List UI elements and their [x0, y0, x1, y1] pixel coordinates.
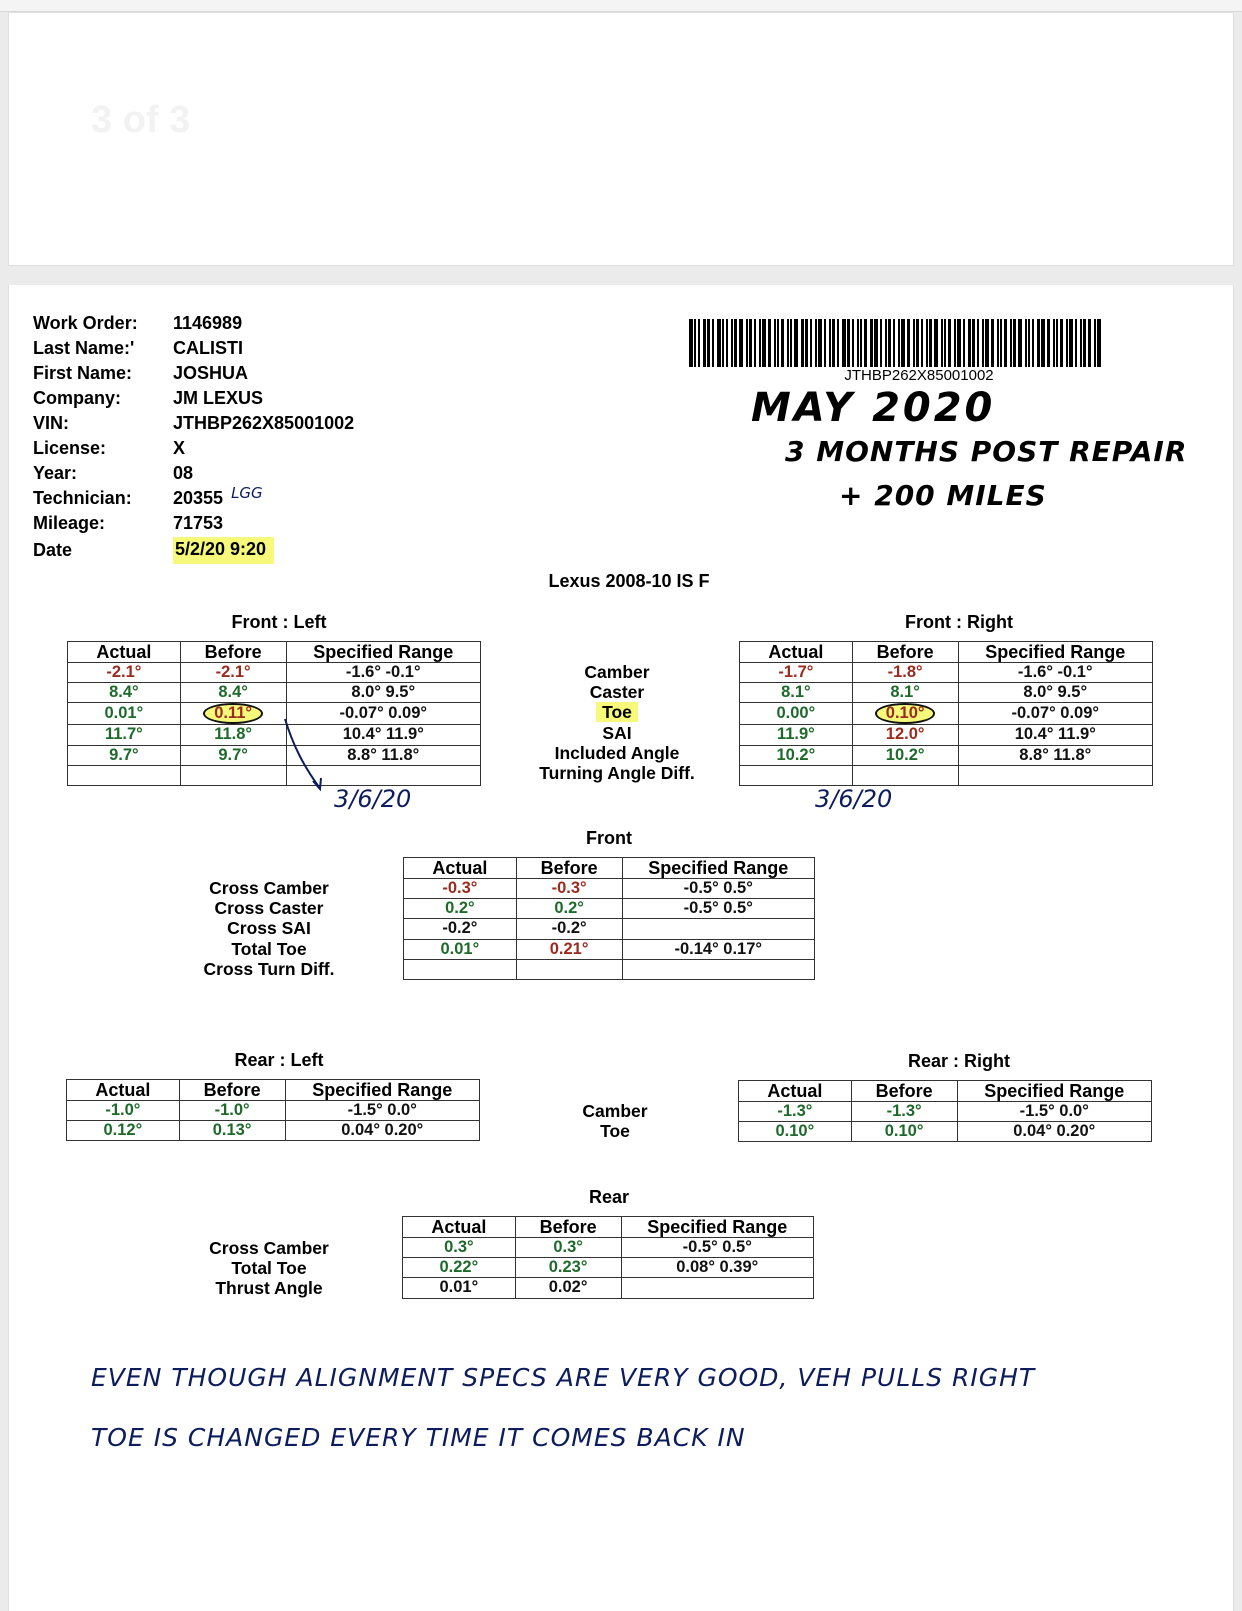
barcode-text: JTHBP262X85001002	[844, 367, 994, 384]
toe-label-highlight: Toe	[596, 702, 638, 722]
barcode-bar	[926, 319, 928, 367]
table-row	[740, 765, 1153, 785]
table-row	[404, 959, 815, 979]
barcode-bar	[717, 319, 721, 367]
barcode-bar	[722, 319, 724, 367]
table-row: -2.1° -2.1° -1.6° -0.1°	[68, 663, 481, 683]
barcode-bar	[712, 319, 714, 367]
barcode-bar	[731, 319, 733, 367]
barcode-bar	[1000, 319, 1002, 367]
date-highlight: 5/2/20 9:20	[173, 537, 274, 564]
barcode-bar	[790, 319, 792, 367]
barcode-bar	[916, 319, 919, 367]
table-row	[68, 765, 481, 785]
handwritten-month: MAY 2020	[751, 385, 996, 431]
barcode-bar	[1010, 319, 1012, 367]
barcode-bar	[982, 319, 984, 367]
circled-before-toe: 0.11°	[203, 703, 263, 724]
rear-cross-title: Rear	[588, 1187, 630, 1207]
barcode-bar	[1075, 319, 1077, 367]
barcode-bar	[857, 319, 859, 367]
info-row: VIN: JTHBP262X85001002	[33, 413, 355, 433]
info-row: Company: JM LEXUS	[33, 388, 264, 408]
front-right-title: Front : Right	[905, 612, 1013, 632]
barcode-bar	[1097, 319, 1101, 367]
barcode-bar	[749, 319, 752, 367]
barcode-bar	[977, 319, 979, 367]
barcode-bar	[885, 319, 887, 367]
barcode-bar	[888, 319, 891, 367]
vin-barcode	[689, 319, 1149, 367]
front-left-title: Front : Left	[231, 612, 327, 632]
barcode-bar	[1056, 319, 1058, 367]
barcode-bar	[1083, 319, 1086, 367]
table-row: 10.2° 10.2° 8.8° 11.8°	[740, 745, 1153, 765]
barcode-bar	[1041, 319, 1045, 367]
barcode-bar	[703, 319, 706, 367]
table-row: 0.01° 0.11° -0.07° 0.09°	[68, 703, 481, 725]
vehicle-title: Lexus 2008-10 IS F	[548, 571, 710, 591]
table-row: -1.7° -1.8° -1.6° -0.1°	[740, 663, 1153, 683]
barcode-bar	[1066, 319, 1068, 367]
handwritten-post-repair: 3 MONTHS POST REPAIR	[785, 435, 1188, 468]
table-header: Actual Before Specified Range	[403, 1217, 814, 1238]
barcode-bar	[1047, 319, 1050, 367]
info-row: Technician: 20355 LGG	[33, 483, 263, 508]
table-row: 0.12° 0.13° 0.04° 0.20°	[67, 1121, 480, 1141]
barcode-bar	[968, 319, 971, 367]
barcode-bar	[893, 319, 895, 367]
barcode-bar	[829, 319, 831, 367]
table-row: 0.01° 0.21° -0.14° 0.17°	[404, 939, 815, 959]
info-row: Last Name:' CALISTI	[33, 338, 243, 358]
barcode-bar	[929, 319, 932, 367]
barcode-bar	[694, 319, 696, 367]
table-row: 8.1° 8.1° 8.0° 9.5°	[740, 683, 1153, 703]
barcode-bar	[847, 319, 850, 367]
rear-cross-table	[402, 1216, 814, 1299]
barcode-bar	[1032, 319, 1034, 367]
handwritten-date-right: 3/6/20	[815, 785, 893, 813]
barcode-bar	[907, 319, 910, 367]
rear-right-table	[738, 1080, 1152, 1142]
barcode-bar	[1025, 319, 1027, 367]
barcode-bar	[957, 319, 961, 367]
barcode-bar	[1080, 319, 1082, 367]
info-row: Work Order: 1146989	[33, 313, 243, 333]
table-header: Actual Before Specified Range	[404, 858, 815, 879]
barcode-bar	[746, 319, 748, 367]
barcode-bar	[954, 319, 956, 367]
barcode-bar	[734, 319, 737, 367]
barcode-bar	[794, 319, 798, 367]
barcode-bar	[1094, 319, 1096, 367]
info-row: First Name: JOSHUA	[33, 363, 249, 383]
table-row: 0.3° 0.3° -0.5° 0.5°	[403, 1238, 814, 1258]
page-number-label: 3 of 3	[91, 99, 191, 141]
barcode-bar	[818, 319, 822, 367]
barcode-bar	[997, 319, 999, 367]
info-row: License: X	[33, 438, 186, 458]
barcode-bar	[880, 319, 882, 367]
table-header: Actual Before Specified Range	[68, 642, 481, 663]
barcode-bar	[963, 319, 965, 367]
barcode-bar	[860, 319, 862, 367]
barcode-bar	[726, 319, 728, 367]
barcode-bar	[1004, 319, 1007, 367]
barcode-bar	[1028, 319, 1030, 367]
handwritten-note-1: EVEN THOUGH ALIGNMENT SPECS ARE VERY GOOD, VEH PULLS RIGHT	[91, 1363, 1036, 1392]
rear-left-title: Rear : Left	[234, 1050, 324, 1070]
barcode-bar	[707, 319, 710, 367]
barcode-bar	[948, 319, 951, 367]
front-cross-table	[403, 857, 815, 980]
handwritten-miles: + 200 MILES	[839, 479, 1047, 512]
page-previous	[8, 12, 1234, 266]
barcode-bar	[759, 319, 761, 367]
barcode-bar	[837, 319, 839, 367]
barcode-bar	[787, 319, 789, 367]
barcode-bar	[1053, 319, 1055, 367]
barcode-bar	[762, 319, 766, 367]
barcode-bar	[985, 319, 989, 367]
work-order-info	[33, 311, 354, 563]
table-row: 0.10° 0.10° 0.04° 0.20°	[739, 1122, 1152, 1142]
barcode-bar	[805, 319, 808, 367]
viewer-top-bar	[0, 0, 1242, 12]
barcode-bar	[810, 319, 812, 367]
barcode-bar	[1069, 319, 1073, 367]
circled-before-toe: 0.10°	[875, 703, 936, 724]
barcode-bar	[864, 319, 867, 367]
barcode-bar	[1013, 319, 1016, 367]
table-row: 0.01° 0.02°	[403, 1278, 814, 1298]
barcode-bar	[739, 319, 743, 367]
front-left-table	[67, 641, 481, 786]
info-row: Year: 08	[33, 463, 194, 483]
table-row: -1.3° -1.3° -1.5° 0.0°	[739, 1102, 1152, 1122]
table-row: -0.2° -0.2°	[404, 919, 815, 939]
info-row-date: Date 5/2/20 9:20	[33, 538, 354, 563]
barcode-bar	[852, 319, 854, 367]
info-row: Mileage: 71753	[33, 513, 224, 533]
handwritten-note-2: TOE IS CHANGED EVERY TIME IT COMES BACK IN	[91, 1423, 746, 1452]
barcode-bar	[1037, 319, 1040, 367]
barcode-bar	[824, 319, 826, 367]
barcode-bar	[921, 319, 923, 367]
table-header: Actual Before Specified Range	[740, 642, 1153, 663]
tech-initials: LGG	[231, 483, 263, 502]
table-row: 0.22° 0.23° 0.08° 0.39°	[403, 1258, 814, 1278]
barcode-bar	[698, 319, 700, 367]
barcode-bar	[768, 319, 771, 367]
barcode-bar	[898, 319, 900, 367]
front-right-table	[739, 641, 1153, 786]
rear-labels: Camber Toe	[582, 1101, 648, 1142]
barcode-bar	[913, 319, 915, 367]
barcode-bar	[1088, 319, 1091, 367]
table-row: -1.0° -1.0° -1.5° 0.0°	[67, 1101, 480, 1121]
rear-cross-labels: Cross Camber Total Toe Thrust Angle	[209, 1238, 329, 1299]
barcode-bar	[972, 319, 975, 367]
front-cross-labels: Cross Camber Cross Caster Cross SAI Total Toe Cross Turn Diff.	[203, 878, 335, 979]
alignment-report-page	[8, 285, 1234, 1611]
table-header: Actual Before Specified Range	[739, 1081, 1152, 1102]
barcode-bar	[944, 319, 946, 367]
handwritten-date-left: 3/6/20	[334, 785, 412, 813]
table-row: 0.2° 0.2° -0.5° 0.5°	[404, 899, 815, 919]
table-row: -0.3° -0.3° -0.5° 0.5°	[404, 879, 815, 899]
barcode-bar	[832, 319, 835, 367]
barcode-bar	[689, 319, 693, 367]
table-row: 11.9° 12.0° 10.4° 11.9°	[740, 725, 1153, 745]
barcode-bar	[815, 319, 817, 367]
barcode-bar	[774, 319, 776, 367]
table-row: 0.00° 0.10° -0.07° 0.09°	[740, 703, 1153, 725]
barcode-bar	[801, 319, 804, 367]
table-row: 8.4° 8.4° 8.0° 9.5°	[68, 683, 481, 703]
barcode-bar	[1060, 319, 1063, 367]
barcode-bar	[941, 319, 943, 367]
barcode-bar	[901, 319, 905, 367]
table-row: 11.7° 11.8° 10.4° 11.9°	[68, 725, 481, 745]
table-row: 9.7° 9.7° 8.8° 11.8°	[68, 745, 481, 765]
barcode-bar	[842, 319, 846, 367]
barcode-bar	[781, 319, 784, 367]
barcode-bar	[991, 319, 994, 367]
barcode-bar	[1018, 319, 1022, 367]
barcode-bar	[874, 319, 878, 367]
front-labels: Camber Caster Toe SAI Included Angle Turning Angle Diff.	[539, 662, 695, 784]
front-cross-title: Front	[586, 828, 632, 848]
rear-left-table	[66, 1079, 480, 1141]
table-header: Actual Before Specified Range	[67, 1080, 480, 1101]
rear-right-title: Rear : Right	[907, 1051, 1010, 1071]
barcode-bar	[870, 319, 873, 367]
barcode-bar	[777, 319, 779, 367]
barcode-bar	[754, 319, 756, 367]
barcode-bar	[934, 319, 938, 367]
